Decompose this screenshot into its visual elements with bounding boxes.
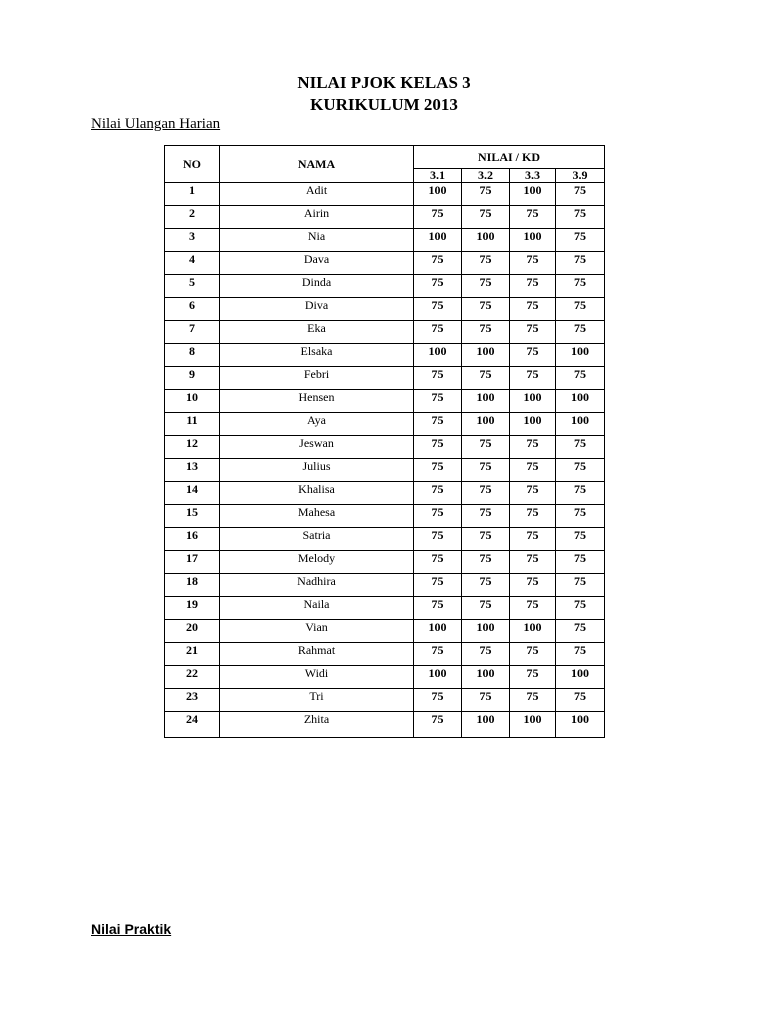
table-row [165,321,605,344]
cell-score: 100 [414,666,462,689]
cell-score: 75 [414,528,462,551]
page-title-line1: NILAI PJOK KELAS 3 [297,73,471,92]
cell-score: 100 [510,413,556,436]
cell-score: 75 [462,528,510,551]
cell-score: 75 [462,252,510,275]
cell-nama: Hensen [220,390,414,413]
cell-score: 100 [462,229,510,252]
cell-score: 75 [462,551,510,574]
cell-no: 19 [165,597,220,620]
table-row [165,206,605,229]
cell-score: 100 [414,620,462,643]
cell-no: 1 [165,183,220,206]
cell-no: 7 [165,321,220,344]
cell-score: 75 [462,298,510,321]
cell-nama: Zhita [220,712,414,738]
cell-nama: Julius [220,459,414,482]
cell-score: 100 [414,229,462,252]
table-row [165,574,605,597]
cell-score: 100 [462,413,510,436]
cell-score: 75 [556,367,605,390]
cell-no: 20 [165,620,220,643]
table-row [165,183,605,206]
table-row [165,275,605,298]
cell-score: 75 [510,206,556,229]
cell-score: 75 [510,505,556,528]
cell-nama: Melody [220,551,414,574]
cell-score: 100 [414,344,462,367]
cell-score: 75 [462,459,510,482]
cell-score: 75 [462,321,510,344]
cell-score: 75 [414,574,462,597]
cell-score: 100 [510,183,556,206]
cell-no: 17 [165,551,220,574]
cell-score: 100 [556,666,605,689]
cell-score: 75 [414,551,462,574]
cell-score: 75 [510,321,556,344]
cell-score: 75 [462,275,510,298]
cell-score: 75 [414,390,462,413]
table-row [165,344,605,367]
cell-nama: Naila [220,597,414,620]
cell-nama: Eka [220,321,414,344]
cell-no: 10 [165,390,220,413]
cell-score: 75 [556,505,605,528]
grades-table-body [165,183,605,738]
cell-score: 75 [462,643,510,666]
cell-score: 75 [462,482,510,505]
cell-score: 75 [414,597,462,620]
cell-score: 100 [556,712,605,738]
cell-score: 75 [414,459,462,482]
cell-no: 14 [165,482,220,505]
cell-score: 75 [414,252,462,275]
cell-no: 9 [165,367,220,390]
cell-nama: Jeswan [220,436,414,459]
cell-score: 100 [556,344,605,367]
column-header-nilai-kd: NILAI / KD [414,146,605,169]
table-row [165,252,605,275]
cell-nama: Satria [220,528,414,551]
cell-nama: Vian [220,620,414,643]
cell-score: 75 [510,436,556,459]
cell-score: 100 [462,390,510,413]
table-row [165,298,605,321]
cell-no: 11 [165,413,220,436]
table-row [165,390,605,413]
table-row [165,597,605,620]
column-header-nama: NAMA [220,146,414,183]
cell-no: 13 [165,459,220,482]
table-row [165,367,605,390]
column-header-kd: 3.9 [556,169,605,183]
cell-score: 100 [510,620,556,643]
cell-score: 75 [510,459,556,482]
cell-score: 75 [510,252,556,275]
cell-score: 100 [462,344,510,367]
cell-score: 75 [414,482,462,505]
cell-no: 16 [165,528,220,551]
cell-score: 75 [556,459,605,482]
cell-no: 3 [165,229,220,252]
cell-score: 75 [556,643,605,666]
section-heading-nilai-praktik: Nilai Praktik [91,921,172,937]
cell-nama: Khalisa [220,482,414,505]
cell-score: 75 [462,597,510,620]
table-row [165,551,605,574]
table-row [165,459,605,482]
cell-score: 75 [510,574,556,597]
cell-score: 75 [510,597,556,620]
cell-score: 100 [556,413,605,436]
cell-nama: Diva [220,298,414,321]
cell-score: 100 [510,712,556,738]
page-title-line2: KURIKULUM 2013 [310,95,458,114]
cell-score: 75 [462,689,510,712]
cell-no: 5 [165,275,220,298]
cell-score: 75 [556,229,605,252]
cell-score: 75 [414,413,462,436]
cell-score: 100 [556,390,605,413]
cell-score: 100 [510,390,556,413]
cell-no: 23 [165,689,220,712]
cell-score: 75 [414,206,462,229]
cell-score: 75 [414,712,462,738]
cell-nama: Nia [220,229,414,252]
cell-score: 75 [556,597,605,620]
table-row [165,436,605,459]
cell-score: 75 [414,275,462,298]
cell-nama: Rahmat [220,643,414,666]
cell-score: 75 [556,689,605,712]
table-row [165,666,605,689]
cell-score: 75 [556,275,605,298]
cell-nama: Nadhira [220,574,414,597]
cell-score: 100 [462,666,510,689]
cell-nama: Aya [220,413,414,436]
cell-no: 21 [165,643,220,666]
cell-score: 75 [510,275,556,298]
table-row [165,482,605,505]
cell-score: 75 [462,574,510,597]
cell-no: 2 [165,206,220,229]
cell-no: 6 [165,298,220,321]
cell-no: 12 [165,436,220,459]
page-title [0,72,768,116]
cell-score: 75 [510,482,556,505]
cell-score: 75 [510,528,556,551]
table-header-row [165,146,605,169]
cell-score: 75 [556,574,605,597]
cell-score: 75 [414,689,462,712]
cell-nama: Elsaka [220,344,414,367]
cell-score: 75 [556,206,605,229]
cell-nama: Dinda [220,275,414,298]
table-row [165,689,605,712]
cell-no: 22 [165,666,220,689]
cell-nama: Febri [220,367,414,390]
cell-score: 75 [556,298,605,321]
cell-score: 75 [556,528,605,551]
cell-score: 75 [462,206,510,229]
cell-no: 4 [165,252,220,275]
cell-nama: Airin [220,206,414,229]
table-row [165,505,605,528]
column-header-no: NO [165,146,220,183]
cell-nama: Mahesa [220,505,414,528]
section-heading-ulangan-harian: Nilai Ulangan Harian [91,116,221,132]
table-row [165,712,605,738]
cell-score: 75 [510,551,556,574]
cell-nama: Adit [220,183,414,206]
cell-score: 75 [510,367,556,390]
cell-score: 75 [510,298,556,321]
cell-nama: Widi [220,666,414,689]
cell-score: 75 [556,551,605,574]
cell-no: 18 [165,574,220,597]
cell-score: 75 [414,298,462,321]
cell-score: 75 [556,620,605,643]
cell-score: 75 [462,367,510,390]
table-row [165,620,605,643]
cell-nama: Dava [220,252,414,275]
cell-score: 100 [414,183,462,206]
cell-score: 75 [510,689,556,712]
cell-score: 75 [556,321,605,344]
cell-nama: Tri [220,689,414,712]
table-row [165,643,605,666]
cell-score: 75 [462,183,510,206]
cell-score: 75 [556,252,605,275]
cell-score: 100 [510,229,556,252]
cell-score: 75 [462,436,510,459]
cell-score: 75 [414,367,462,390]
cell-score: 75 [414,643,462,666]
cell-score: 75 [510,643,556,666]
cell-score: 75 [510,666,556,689]
cell-score: 75 [510,344,556,367]
cell-score: 75 [556,183,605,206]
table-row [165,413,605,436]
column-header-kd: 3.3 [510,169,556,183]
cell-score: 75 [462,505,510,528]
grades-table [164,145,605,738]
cell-score: 75 [556,436,605,459]
cell-no: 8 [165,344,220,367]
cell-score: 75 [414,505,462,528]
column-header-kd: 3.2 [462,169,510,183]
cell-score: 75 [556,482,605,505]
cell-score: 75 [414,321,462,344]
table-row [165,528,605,551]
table-row [165,229,605,252]
cell-score: 100 [462,712,510,738]
cell-score: 75 [414,436,462,459]
column-header-kd: 3.1 [414,169,462,183]
cell-no: 24 [165,712,220,738]
cell-no: 15 [165,505,220,528]
cell-score: 100 [462,620,510,643]
